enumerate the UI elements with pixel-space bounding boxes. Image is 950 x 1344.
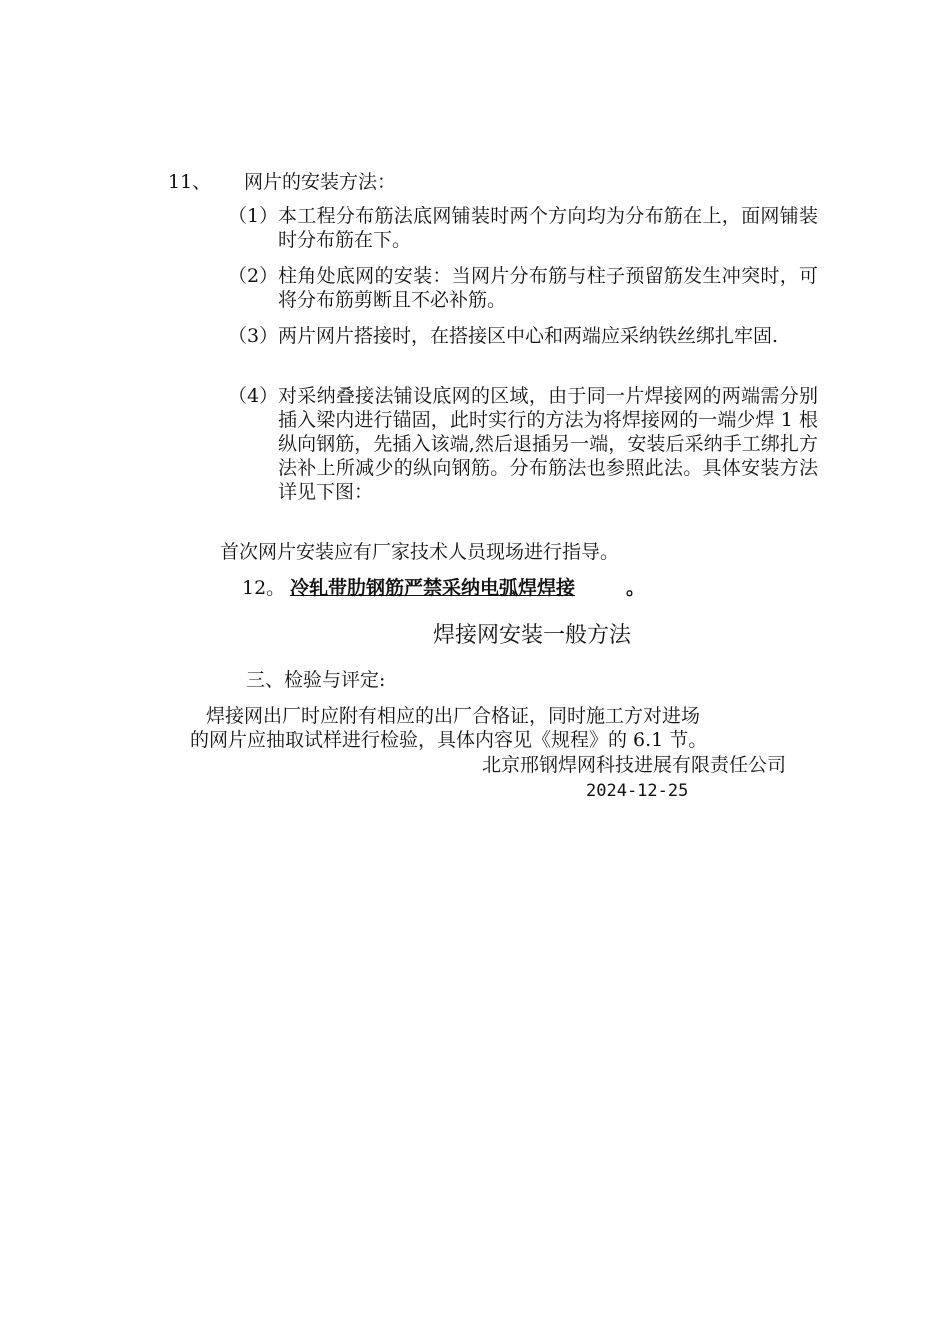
subitem-3 [228,324,818,348]
subitem-4 [228,384,818,504]
inspection-text-line-2: 的网片应抽取试样进行检验，具体内容见《规程》的 6.1 节。 [190,729,708,751]
signature-date: 2024-12-25 [586,781,689,801]
subitem-2 [228,264,818,312]
subitem-number: （2） [228,265,279,287]
item-11-number: 11、 [168,171,212,193]
subitem-1 [228,204,818,252]
inspection-text-line-1: 焊接网出厂时应附有相应的出厂合格证，同时施工方对进场 [206,705,701,727]
subitem-number: （1） [228,205,279,227]
section-3-heading: 三、检验与评定: [246,669,386,691]
item-12-text: 冷轧带肋钢筋严禁采纳电弧焊焊接 [290,577,576,599]
figure-caption: 焊接网安装一般方法 [432,623,631,648]
company-signature: 北京邢钢焊网科技进展有限责任公司 [482,754,787,776]
subitem-number: （4） [228,385,279,407]
subitem-text: 本工程分布筋法底网铺装时两个方向均为分布筋在上，面网铺装时分布筋在下。 [278,205,818,251]
item-12-number: 12。 [242,577,286,599]
item-11-title: 网片的安装方法： [244,171,397,193]
installation-guidance: 首次网片安装应有厂家技术人员现场进行指导。 [220,541,620,563]
subitem-text: 柱角处底网的安装：当网片分布筋与柱子预留筋发生冲突时，可将分布筋剪断且不必补筋。 [278,265,818,311]
subitem-number: （3） [228,325,279,347]
item-12-period: 。 [626,577,646,599]
subitem-text: 两片网片搭接时，在搭接区中心和两端应采纳铁丝绑扎牢固. [278,325,779,347]
subitem-text: 对采纳叠接法铺设底网的区域，由于同一片焊接网的两端需分别插入梁内进行锚固，此时实行的方法为将焊接网的一端少焊 1 根纵向钢筋，先插入该端,然后退插另一端，安装后采纳手工绑扎方法补上所减少的纵向钢筋。分布筋法也参照此法。具体安装方法详见下图： [278,385,818,503]
